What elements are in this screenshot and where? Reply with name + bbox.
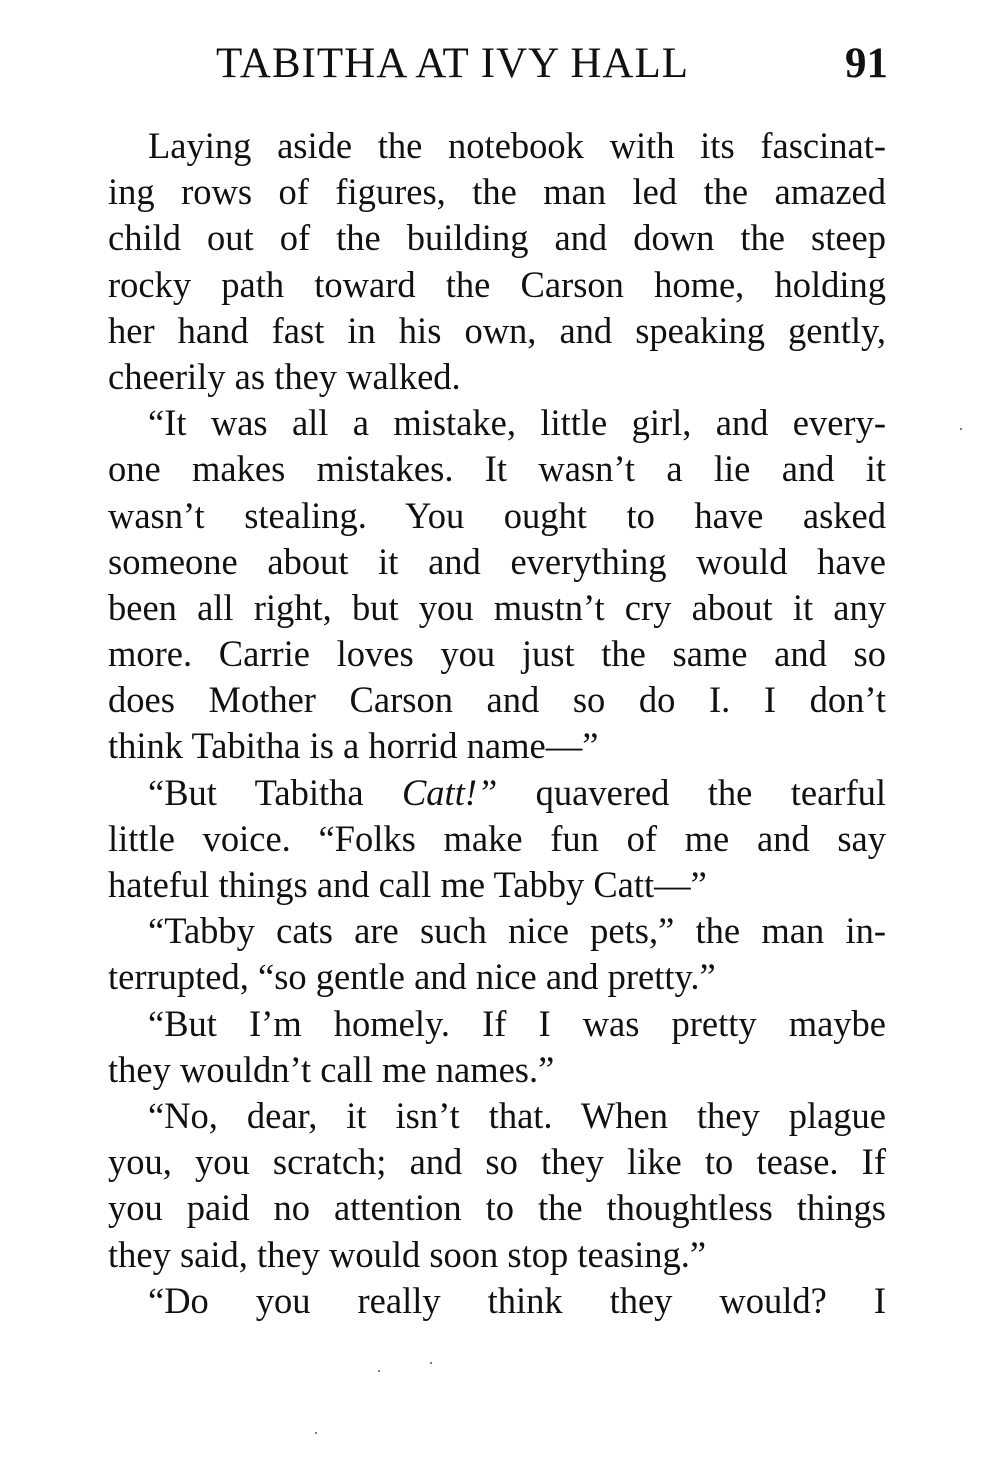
print-speck bbox=[315, 1432, 317, 1434]
text-line: “It was all a mistake, little girl, and every- bbox=[148, 402, 886, 444]
text-line: rocky path toward the Carson home, holding bbox=[108, 263, 886, 305]
running-head bbox=[110, 36, 888, 92]
text-line: “Do you really think they would? I bbox=[148, 1279, 886, 1321]
text-line: think Tabitha is a horrid name—” bbox=[108, 725, 599, 767]
text-line: they wouldn’t call me names.” bbox=[108, 1048, 555, 1090]
print-speck bbox=[430, 1362, 432, 1364]
text-line: little voice. “Folks make fun of me and say bbox=[108, 817, 886, 859]
text-line: cheerily as they walked. bbox=[108, 355, 461, 397]
text-line: Laying aside the notebook with its fascinat- bbox=[148, 125, 886, 166]
text-segment: quavered the tearful bbox=[497, 771, 886, 813]
body-text bbox=[108, 123, 886, 1324]
italic-name: Catt!” bbox=[401, 771, 498, 813]
text-line: terrupted, “so gentle and nice and pretty.” bbox=[108, 956, 716, 998]
text-line: “But I’m homely. If I was pretty maybe bbox=[148, 1002, 886, 1044]
text-segment: “But Tabitha bbox=[148, 771, 402, 813]
text-line: her hand fast in his own, and speaking gently, bbox=[108, 309, 886, 351]
print-speck bbox=[960, 428, 962, 430]
text-line: you, you scratch; and so they like to tease. If bbox=[108, 1141, 886, 1183]
text-line: one makes mistakes. It wasn’t a lie and it bbox=[108, 448, 886, 490]
text-line: been all right, but you mustn’t cry about it any bbox=[108, 586, 886, 628]
text-line: does Mother Carson and so do I. I don’t bbox=[108, 679, 886, 721]
print-speck bbox=[378, 1370, 380, 1372]
running-title: TABITHA AT IVY HALL bbox=[216, 40, 689, 87]
text-line: “No, dear, it isn’t that. When they plague bbox=[148, 1094, 886, 1136]
page-number: 91 bbox=[845, 40, 888, 87]
text-line-mixed bbox=[108, 770, 886, 816]
text-line: they said, they would soon stop teasing.” bbox=[108, 1233, 707, 1275]
text-line: hateful things and call me Tabby Catt—” bbox=[108, 864, 707, 905]
text-line: wasn’t stealing. You ought to have asked bbox=[108, 494, 886, 536]
text-line: “Tabby cats are such nice pets,” the man in- bbox=[148, 910, 886, 952]
text-line: ing rows of figures, the man led the amazed bbox=[108, 171, 886, 213]
text-line: child out of the building and down the steep bbox=[108, 217, 886, 259]
text-line: more. Carrie loves you just the same and so bbox=[108, 633, 886, 675]
text-line: someone about it and everything would have bbox=[108, 540, 886, 582]
text-line: you paid no attention to the thoughtless things bbox=[108, 1187, 886, 1229]
